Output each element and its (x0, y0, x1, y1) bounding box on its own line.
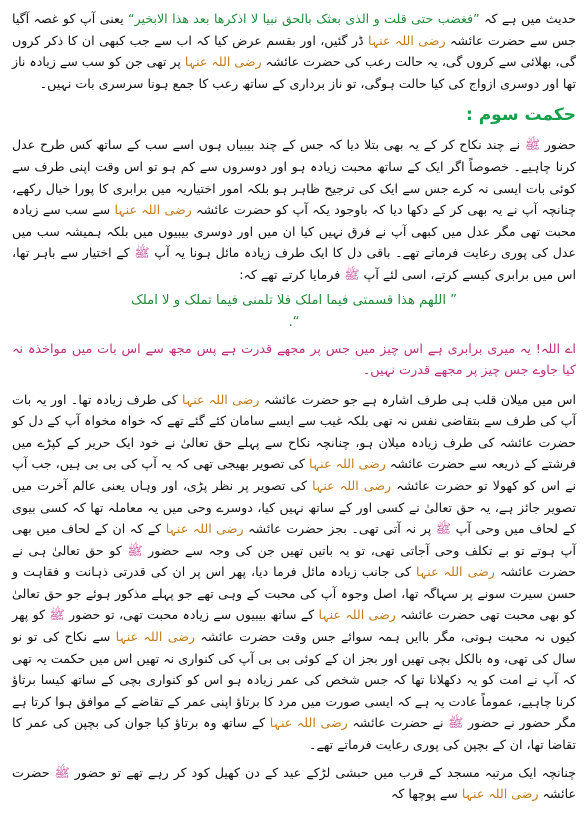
text-span: سے نکاح کی تو نو سال کی تھی، وہ بالکل بچی تھیں اور بجز ان کے کوئی بی بی آپ کی کنواری نہ تھیں اس میں حکمت یہ تھی کہ آپ نے امت کو یہ دکھلانا تھا کہ جس شخص کی عمر زیادہ ہو اس کو کنواری بچی کے ساتھ کیسا برتاؤ کرنا چاہیے، عموماً عادت یہ ہے کہ ایسی صورت میں مرد کا برتاؤ اپنی عمر کے تقاضے کے موافق ہوا کرتا ہے مگر حضور نے حضور (12, 629, 576, 731)
text-span: کو پھر کیوں نہ محبت ہوتی، مگر باایں ہمہ سوائے جس وقت حضرت عائشہ (12, 607, 576, 645)
salutation-symbol: ﷺ (344, 266, 360, 282)
text-span: نے چند نکاح کر کے یہ بھی بتلا دیا کہ جس کے چند بیبیاں ہوں اسے سب کے ساتھ کس طرح عدل کرنا چاہیے۔ خصوصاً اگر ایک کے ساتھ محبت زیادہ ہو اور دوسروں سے کم ہو تو اس وقت اپنی طرف سے کوئی بات ایسی نہ کرے جس سے ایک کی ترجیح ظاہر ہو بلکہ امور اختیاریہ میں برابری کا پورا خیال رکھے، چنانچہ آپ نے یہ بھی کر کے دکھا دیا کہ باوجود یکہ آپ کو حضرت عائشہ (12, 137, 576, 218)
text-span: کی تصویر پر نظر پڑی، اور وہاں یعنی عالم آخرت میں تصویر جائز ہے، یہ حق تعالیٰ نے کسی اور کے ساتھ نہیں کیا، دوسرے وحی میں یہ معاملہ تھا کہ کسی بیوی کے لحاف میں وحی آپ (12, 477, 576, 537)
honorific-radiallahu-anha: رضی اللہ عنہا (308, 456, 386, 472)
paragraph-justice-among-wives (12, 134, 576, 285)
text-span: ڈر گئیں، اور بقسم عرض کیا کہ اب سے جب کبھی ان کا ذکر کروں گی، بھلائی سے کروں گی، یہ حالت رعب کی حضرت عائشہ (12, 32, 576, 70)
text-span: کے ساتھ وہ برتاؤ کیا جوان کی بچپن کی عمر کا تقاضا تھا، ان کے بچپن کی پوری رعایت فرماتے تھے۔ (12, 715, 576, 753)
honorific-radiallahu-anha: رضی اللہ عنہا (184, 54, 262, 70)
honorific-radiallahu-anha: رضی اللہ عنہا (115, 629, 196, 645)
arabic-dua-end: “. (288, 314, 300, 330)
honorific-radiallahu-anha: رضی اللہ عنہا (269, 715, 348, 731)
section-heading: حکمت سوم : (465, 105, 576, 126)
honorific-radiallahu-anha: رضی اللہ عنہا (181, 391, 260, 407)
salutation-symbol: ﷺ (448, 715, 464, 731)
text-span: پر نہ آتی تھی۔ بجز حضرت عائشہ (243, 521, 436, 537)
honorific-radiallahu-anha: رضی اللہ عنہا (368, 32, 446, 48)
paragraph-inclination-of-heart (12, 389, 576, 756)
text-span: کی تصویر بھیجی تھی کہ یہ آپ کی بی بی ہیں، جب آپ نے اس کو کھولا تو حضرت عائشہ (12, 456, 576, 493)
salutation-symbol: ﷺ (134, 245, 150, 261)
text-span: کو حق تعالیٰ ہی نے حضرت عائشہ (12, 542, 576, 580)
text-span: حضور (540, 137, 576, 153)
text-span: فرمایا کرتے تھے کہ: (239, 266, 345, 282)
honorific-radiallahu-anha: رضی اللہ عنہا (114, 202, 192, 218)
salutation-symbol: ﷺ (524, 137, 541, 153)
text-span: پر تھی جن کو سب سے زیادہ ناز تھا اور دوسری ازواج کی کیا حالت ہوگی، تو ناز برداری کے ساتھ رعب کا جمع ہونا سرسری بات نہیں۔ (12, 54, 576, 91)
text-span: چنانچہ ایک مرتبہ مسجد کے قرب میں حبشی لڑکے عید کے دن کھیل کود کر رہے تھے تو حضور (69, 764, 577, 780)
arabic-dua: ” اللھم ھذا قسمتی فیما املک فلا تلمنی فیما تملک و لا املک (130, 292, 458, 308)
paragraph-hadith-anger (12, 8, 576, 94)
honorific-radiallahu-anha: رضی اللہ عنہا (318, 607, 396, 623)
text-span: کے کہ ان کے لحاف میں بھی آپ ہوتے تو بے تکلف وحی آجاتی تھی، تو یہ باتیں تھیں جن کی وجہ سے حضور (12, 521, 576, 558)
text-span: اس میں میلان قلب ہی طرف اشارہ ہے جو حضرت عائشہ (259, 391, 576, 407)
salutation-symbol: ﷺ (54, 764, 70, 780)
text-span: کی طرف زیادہ تھا۔ اور یہ بات آپ کی طرف سے بتقاضی نفس نہ تھی بلکہ غیب سے ایسے سامان کئے گئے تھے کہ خواہ مخواہ آپ کے دل کو حضرت عائشہ کی طرف زیادہ میلان ہو، چنانچہ نکاح سے پہلے حق تعالیٰ نے خود ایک حریر کے کپڑے میں فرشتے کے ذریعہ سے حضرت عائشہ (12, 391, 576, 472)
text-span: سے سب سے زیادہ محبت تھی مگر عدل میں کبھی آپ نے فرق نہیں کیا ان میں اور دوسری بیبیوں میں بلکہ ہمیشہ سب میں عدل کی پوری رعایت فرماتے تھے۔ باقی دل کا ایک طرف زیادہ مائل ہونا یہ آپ (12, 202, 576, 261)
salutation-symbol: ﷺ (127, 542, 143, 558)
text-span: نے حضرت عائشہ (347, 715, 449, 731)
honorific-radiallahu-anha: رضی اللہ عنہا (312, 477, 392, 493)
honorific-radiallahu-anha: رضی اللہ عنہا (165, 521, 244, 537)
paragraph-eid-play (12, 762, 576, 805)
text-span: کے اختیار سے باہر تھا، اس میں برابری کیسے کرتے، اسی لئے آپ (12, 245, 576, 282)
honorific-radiallahu-anha: رضی اللہ عنہا (416, 564, 495, 580)
salutation-symbol: ﷺ (49, 607, 65, 623)
text-span: حضرت عائشہ (12, 764, 576, 802)
text-span: حدیث میں ہے کہ (479, 11, 576, 26)
text-span: کے ساتھ بیبیوں سے زیادہ محبت تھی، تو حضور (64, 607, 319, 623)
text-span: سے پوچھا کہ (391, 786, 462, 802)
dua-translation: اے اللہ! یہ میری برابری ہے اس چیز میں جس پر مجھے قدرت ہے پس مجھ سے اس بات میں مواخذہ نہ کیا جاوے جس چیز پر مجھے قدرت نہیں۔ (12, 341, 576, 378)
salutation-symbol: ﷺ (435, 521, 451, 537)
arabic-hadith-quote: ”فغضب حتی قلت و الذی بعثک بالحق نبیا لا اذکرھا بعد ھذا الابخیر“ (128, 11, 480, 26)
honorific-radiallahu-anha: رضی اللہ عنہا (461, 786, 539, 802)
text-span: کی جانب زیادہ مائل فرما دیا، پھر اس پر ان کی قدرتی ذہانت و فقاہت و حسن سیرت سونے پر سہاگہ تھا، اصل وجوہ آپ کی محبت کے وہی تھے جو پہلے مذکور ہوئے جو حق تعالیٰ کو بھی محبت تھی حضرت عائشہ (12, 564, 576, 623)
text-span: یعنی آپ کو غصہ آگیا جس سے حضرت عائشہ (12, 11, 576, 48)
